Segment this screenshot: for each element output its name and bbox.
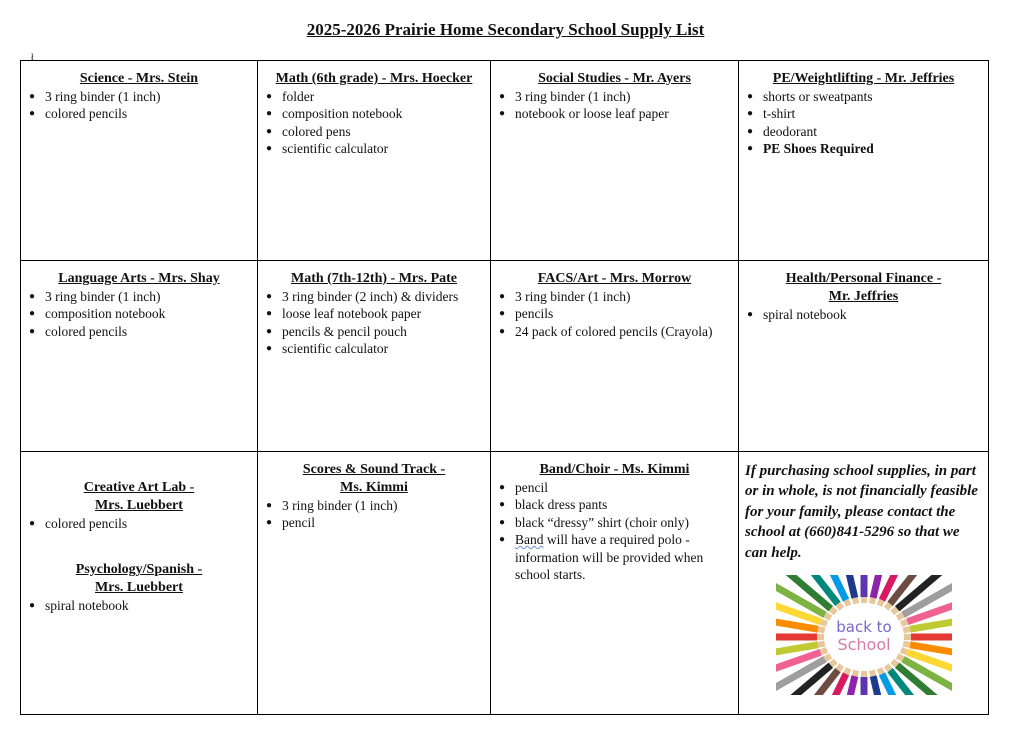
heading-band-choir: Band/Choir - Ms. Kimmi <box>539 462 690 477</box>
list-item: ● folder <box>264 88 484 105</box>
pencil-tip <box>897 615 903 618</box>
pencil-tip <box>820 650 826 652</box>
list-item: ● pencils <box>497 305 732 322</box>
pencil-tip <box>900 650 906 652</box>
back-to-school-pencils-image <box>776 575 952 695</box>
page-title: 2025-2026 Prairie Home Secondary School Supply List <box>306 20 705 39</box>
pencil-tip <box>886 604 890 609</box>
cell-math-6th <box>258 61 491 261</box>
image-text-school: School <box>836 635 891 655</box>
list-item: ● pencils & pencil pouch <box>264 323 484 340</box>
pencil-tip <box>846 668 849 673</box>
cell-notice <box>739 452 989 715</box>
list-item: ● spiral notebook <box>745 306 982 323</box>
list-psychology-spanish <box>27 597 251 614</box>
list-item: ● composition notebook <box>264 105 484 122</box>
list-item: ● t-shirt <box>745 105 982 122</box>
heading-line: Ms. Kimmi <box>340 480 408 495</box>
pencil-tip <box>817 644 824 645</box>
list-item: ● 3 ring binder (1 inch) <box>497 88 732 105</box>
table-row <box>21 261 989 452</box>
pencil-tip <box>903 629 910 630</box>
cell-math-7th-12th <box>258 261 491 452</box>
list-item: ● composition notebook <box>27 305 251 322</box>
pencil-tip <box>879 600 882 605</box>
cell-scores-sound-track <box>258 452 491 715</box>
list-item: ● pencil <box>264 514 484 531</box>
cell-social-studies <box>491 61 739 261</box>
cell-science <box>21 61 258 261</box>
heading-science: Science - Mrs. Stein <box>79 71 199 86</box>
list-item: ● colored pencils <box>27 323 251 340</box>
heading-line: Mrs. Luebbert <box>95 580 183 596</box>
pencil-tip <box>830 609 835 613</box>
heading-line: Psychology/Spanish - <box>75 562 203 578</box>
list-item: ● spiral notebook <box>27 597 251 614</box>
list-item: ● 24 pack of colored pencils (Crayola) <box>497 323 732 340</box>
image-text-back-to: back to <box>835 618 892 637</box>
list-item <box>497 531 732 583</box>
cell-health-finance <box>739 261 989 452</box>
table-row <box>21 61 989 261</box>
list-science <box>27 88 251 123</box>
list-facs-art <box>497 288 732 340</box>
list-language-arts <box>27 288 251 340</box>
pencil-tip <box>820 622 826 624</box>
list-item: ● black “dressy” shirt (choir only) <box>497 514 732 531</box>
list-math-6th <box>264 88 484 158</box>
list-scores-sound-track <box>264 497 484 532</box>
list-item: ● 3 ring binder (1 inch) <box>497 288 732 305</box>
list-item: ● colored pens <box>264 123 484 140</box>
pencil-tip <box>871 598 872 604</box>
heading-line: Health/Personal Finance - <box>785 271 942 286</box>
heading-facs-art: FACS/Art - Mrs. Morrow <box>537 271 692 286</box>
list-pe <box>745 88 982 158</box>
pencil-tip <box>871 670 872 676</box>
list-item: ● 3 ring binder (1 inch) <box>27 288 251 305</box>
list-item: ● deodorant <box>745 123 982 140</box>
cell-facs-art <box>491 261 739 452</box>
pencil-tip <box>854 670 855 676</box>
list-item: ● 3 ring binder (1 inch) <box>27 88 251 105</box>
heading-language-arts: Language Arts - Mrs. Shay <box>58 271 220 286</box>
heading-creative-art <box>27 479 251 515</box>
cell-pe <box>739 61 989 261</box>
heading-pe: PE/Weightlifting - Mr. Jeffries <box>772 71 955 86</box>
heading-line: Creative Art Lab - <box>83 480 195 495</box>
heading-scores-sound-track <box>264 461 484 497</box>
pencil-tip <box>886 665 890 670</box>
list-item: ● colored pencils <box>27 515 251 532</box>
list-item: ● loose leaf notebook paper <box>264 305 484 322</box>
heading-line: Mr. Jeffries <box>828 289 899 304</box>
pencil-tip <box>897 656 903 659</box>
table-row <box>21 452 989 715</box>
heading-line: Mrs. Luebbert <box>95 498 183 513</box>
pencil-tip <box>830 661 835 665</box>
pencil-tip <box>837 665 841 670</box>
list-creative-art <box>27 515 251 532</box>
list-item: ● pencil <box>497 479 732 496</box>
list-item: ● scientific calculator <box>264 340 484 357</box>
cell-band-choir <box>491 452 739 715</box>
list-item: ● notebook or loose leaf paper <box>497 105 732 122</box>
pencil-tip <box>817 629 824 630</box>
pencil-tip <box>837 604 841 609</box>
list-band-choir <box>497 479 732 583</box>
list-math-7th-12th <box>264 288 484 358</box>
list-item: ● black dress pants <box>497 496 732 513</box>
list-item: ● shorts or sweatpants <box>745 88 982 105</box>
pencil-tip <box>846 600 849 605</box>
financial-notice: If purchasing school supplies, in part or in whole, is not financially feasible for your family, please contact the school at (660)841-5296 so that we can help. <box>745 463 978 561</box>
pencil-tip <box>824 615 830 618</box>
supply-table <box>20 60 989 715</box>
heading-psychology-spanish <box>27 561 251 597</box>
pencil-tip <box>879 668 882 673</box>
pencil-tip <box>892 609 897 613</box>
heading-math-7th-12th: Math (7th-12th) - Mrs. Pate <box>290 271 457 286</box>
heading-line: Scores & Sound Track - <box>302 462 446 477</box>
list-social-studies <box>497 88 732 123</box>
list-health-finance <box>745 306 982 323</box>
pencil-tip <box>892 661 897 665</box>
list-item: ● colored pencils <box>27 105 251 122</box>
cell-language-arts <box>21 261 258 452</box>
heading-health-finance <box>745 270 982 306</box>
list-item: ● scientific calculator <box>264 140 484 157</box>
cell-creative-art-psychology <box>21 452 258 715</box>
pencil-tip <box>903 644 910 645</box>
stray-mark: ł <box>31 52 34 62</box>
list-item: ● 3 ring binder (2 inch) & dividers <box>264 288 484 305</box>
heading-math-6th: Math (6th grade) - Mrs. Hoecker <box>275 71 473 86</box>
heading-social-studies: Social Studies - Mr. Ayers <box>538 71 691 86</box>
list-item-text: will have a required polo - information will be provided when school starts. <box>515 532 704 583</box>
list-item: ● 3 ring binder (1 inch) <box>264 497 484 514</box>
pencil-tip <box>854 598 855 604</box>
pencil-tip <box>900 622 906 624</box>
spellcheck-word: Band <box>515 532 544 548</box>
pencil-tip <box>824 656 830 659</box>
list-item: ● PE Shoes Required <box>745 140 982 157</box>
